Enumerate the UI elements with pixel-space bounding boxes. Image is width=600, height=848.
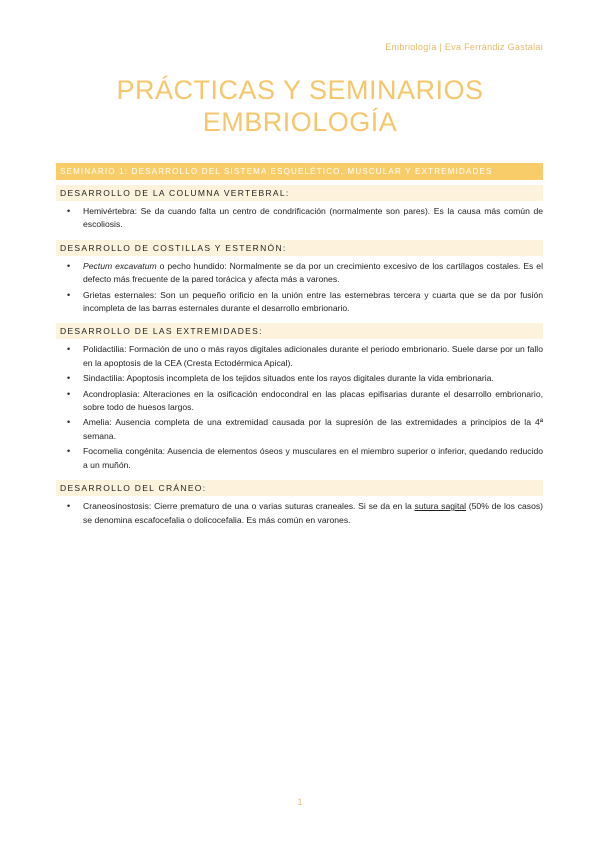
item-text: Apoptosis incompleta de los tejidos situados ente los rayos digitales durante la vida embrionaria. <box>124 373 494 384</box>
title-line-2: EMBRIOLOGÍA <box>202 107 398 137</box>
list-item <box>83 205 543 232</box>
list-item <box>83 388 543 415</box>
item-term: Craneosinostosis: <box>83 501 152 512</box>
page-number: 1 <box>297 797 303 807</box>
item-text: Son un pequeño orificio en la unión entre las esternebras tercera y cuarta que se da por fusión incompleta de las barras esternales durante el desarrollo embrionario. <box>83 289 544 314</box>
item-text: Ausencia de elementos óseos y musculares en el miembro superior o inferior, quedando reducido a un muñón. <box>83 446 543 470</box>
item-term: Focomelia congénita: <box>83 446 166 457</box>
list-costillas <box>56 260 543 316</box>
item-text: Alteraciones en la osificación endocondral en las placas epifisarias durante el desarrollo embrionario, sobre todo de huesos largos. <box>83 388 543 413</box>
item-text: Cierre prematuro de una o varias suturas craneales. Si se da en la <box>151 501 415 512</box>
item-text: Formación de uno o más rayos digitales adicionales durante el periodo embrionario. Suele darse por un fallo en la apoptosis de la CEA (Cresta Ectodérmica Apical). <box>83 344 543 368</box>
document-content <box>56 163 543 535</box>
list-item <box>83 260 543 287</box>
section-heading-columna: DESARROLLO DE LA COLUMNA VERTEBRAL: <box>56 185 543 201</box>
list-craneo <box>56 500 543 527</box>
title-line-1: PRÁCTICAS Y SEMINARIOS <box>116 75 484 105</box>
item-term: Amelia: <box>83 417 112 428</box>
document-header-note: Embriología | Eva Ferrándiz Gastalai <box>385 42 543 52</box>
list-item <box>83 289 543 316</box>
item-term: Polidactilia: <box>83 344 127 355</box>
list-item <box>83 445 543 472</box>
item-text: Se da cuando falta un centro de condrificación (normalmente son pares). Es la causa más común de escoliosis. <box>83 206 543 230</box>
item-text: Ausencia completa de una extremidad causada por la supresión de las extremidades a principios de la 4ª semana. <box>83 417 543 441</box>
item-term: Pectum excavatum <box>83 260 157 271</box>
list-columna <box>56 205 543 232</box>
list-item <box>83 343 543 370</box>
item-text: o pecho hundido: Normalmente se da por un crecimiento excesivo de los cartílagos costales. Es el defecto más frecuente de la pared torácica y afecta más a varones. <box>83 260 543 285</box>
section-heading-costillas: DESARROLLO DE COSTILLAS Y ESTERNÓN: <box>56 240 543 256</box>
item-term: Sindactilia: <box>83 373 125 384</box>
list-item <box>83 372 543 385</box>
seminar-banner: SEMINARIO 1: DESARROLLO DEL SISTEMA ESQUELÉTICO, MUSCULAR Y EXTREMIDADES <box>56 163 543 180</box>
section-heading-craneo: DESARROLLO DEL CRÁNEO: <box>56 480 543 496</box>
item-term: Hemivértebra: <box>83 206 137 216</box>
item-term: Acondroplasia: <box>83 388 140 399</box>
item-term: Grietas esternales: <box>83 289 157 300</box>
list-item <box>83 416 543 443</box>
underlined-term: sutura sagital <box>414 501 467 512</box>
list-item <box>83 500 543 527</box>
document-title <box>0 74 600 138</box>
section-heading-extremidades: DESARROLLO DE LAS EXTREMIDADES: <box>56 323 543 339</box>
list-extremidades <box>56 343 543 472</box>
item-text: (50% de los casos) se denomina escafocefalia o dolicocefalia. Es más común en varones. <box>83 501 544 525</box>
